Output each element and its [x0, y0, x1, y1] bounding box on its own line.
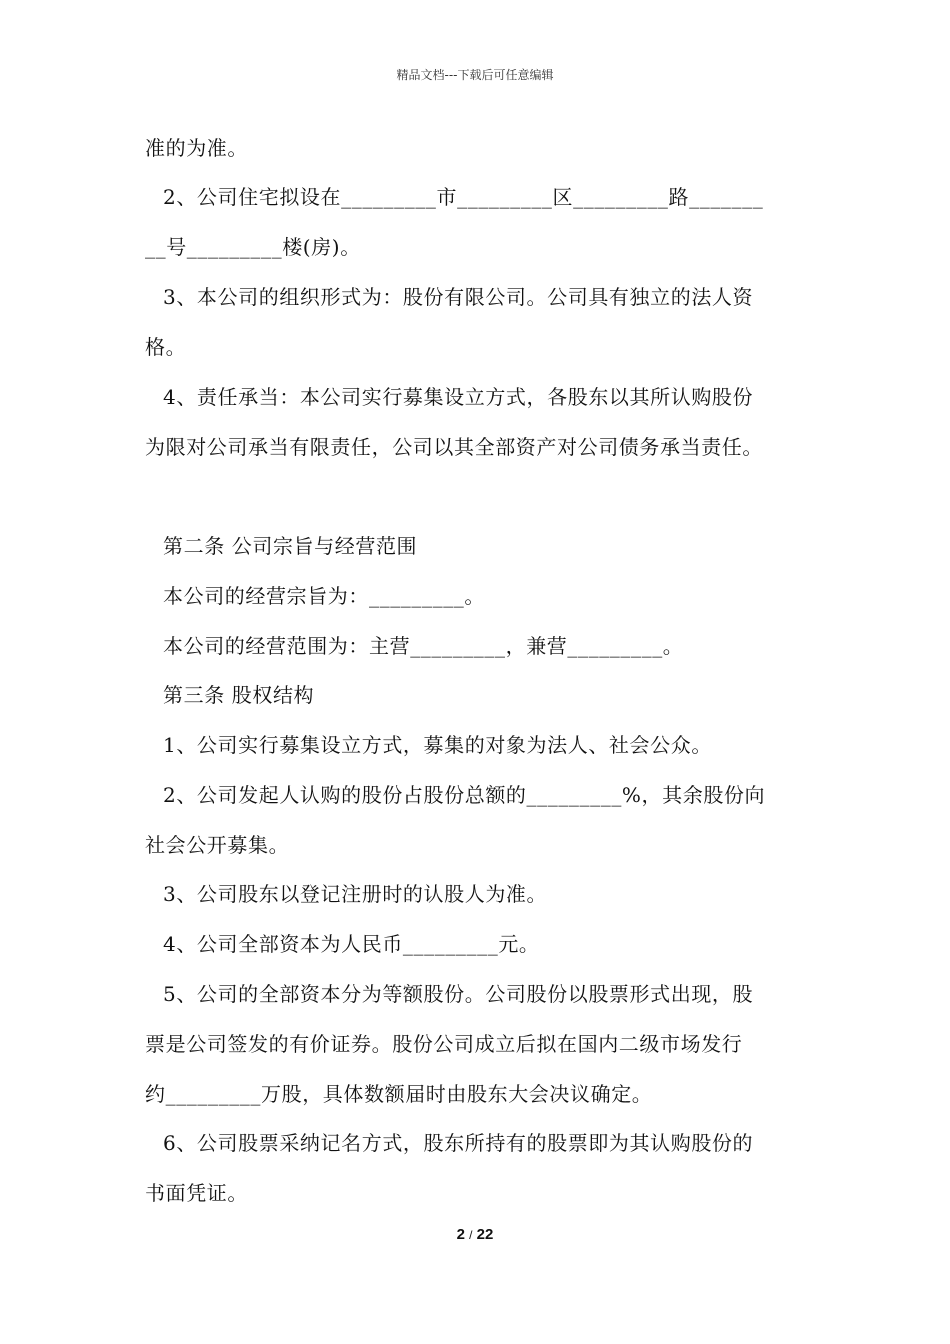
paragraph-line: __号_________楼(房)。 [145, 235, 361, 259]
page-separator: / [469, 1228, 473, 1242]
paragraph-line: 准的为准。 [145, 136, 248, 160]
paragraph-line: 为限对公司承当有限责任，公司以其全部资产对公司债务承当责任。 [145, 435, 763, 459]
section-heading: 第二条 公司宗旨与经营范围 [163, 534, 418, 558]
paragraph-line: 3、公司股东以登记注册时的认股人为准。 [163, 882, 548, 906]
page-header: 精品文档---下载后可任意编辑 [396, 68, 554, 82]
paragraph-line: 社会公开募集。 [145, 833, 290, 857]
paragraph-line: 2、公司发起人认购的股份占股份总额的_________%，其余股份向 [163, 783, 766, 807]
paragraph-line: 本公司的经营宗旨为：_________。 [163, 584, 485, 608]
paragraph-line: 约_________万股，具体数额届时由股东大会决议确定。 [145, 1082, 653, 1106]
paragraph-line: 格。 [145, 335, 187, 359]
paragraph-line: 3、本公司的组织形式为：股份有限公司。公司具有独立的法人资 [163, 285, 754, 309]
paragraph-line: 2、公司住宅拟设在_________市_________区_________路_______ [163, 185, 764, 209]
paragraph-line: 本公司的经营范围为：主营_________，兼营_________。 [163, 634, 684, 658]
section-heading: 第三条 股权结构 [163, 683, 315, 707]
page-number-footer [0, 1226, 950, 1243]
current-page-number: 2 [456, 1226, 465, 1243]
paragraph-line: 5、公司的全部资本分为等额股份。公司股份以股票形式出现，股 [163, 982, 754, 1006]
paragraph-line: 票是公司签发的有价证券。股份公司成立后拟在国内二级市场发行 [145, 1032, 743, 1056]
paragraph-line: 4、责任承当：本公司实行募集设立方式，各股东以其所认购股份 [163, 385, 754, 409]
total-pages: 22 [476, 1226, 494, 1243]
paragraph-line: 6、公司股票采纳记名方式，股东所持有的股票即为其认购股份的 [163, 1131, 754, 1155]
paragraph-line: 书面凭证。 [145, 1181, 248, 1205]
paragraph-line: 1、公司实行募集设立方式，募集的对象为法人、社会公众。 [163, 733, 712, 757]
paragraph-line: 4、公司全部资本为人民币_________元。 [163, 932, 540, 956]
